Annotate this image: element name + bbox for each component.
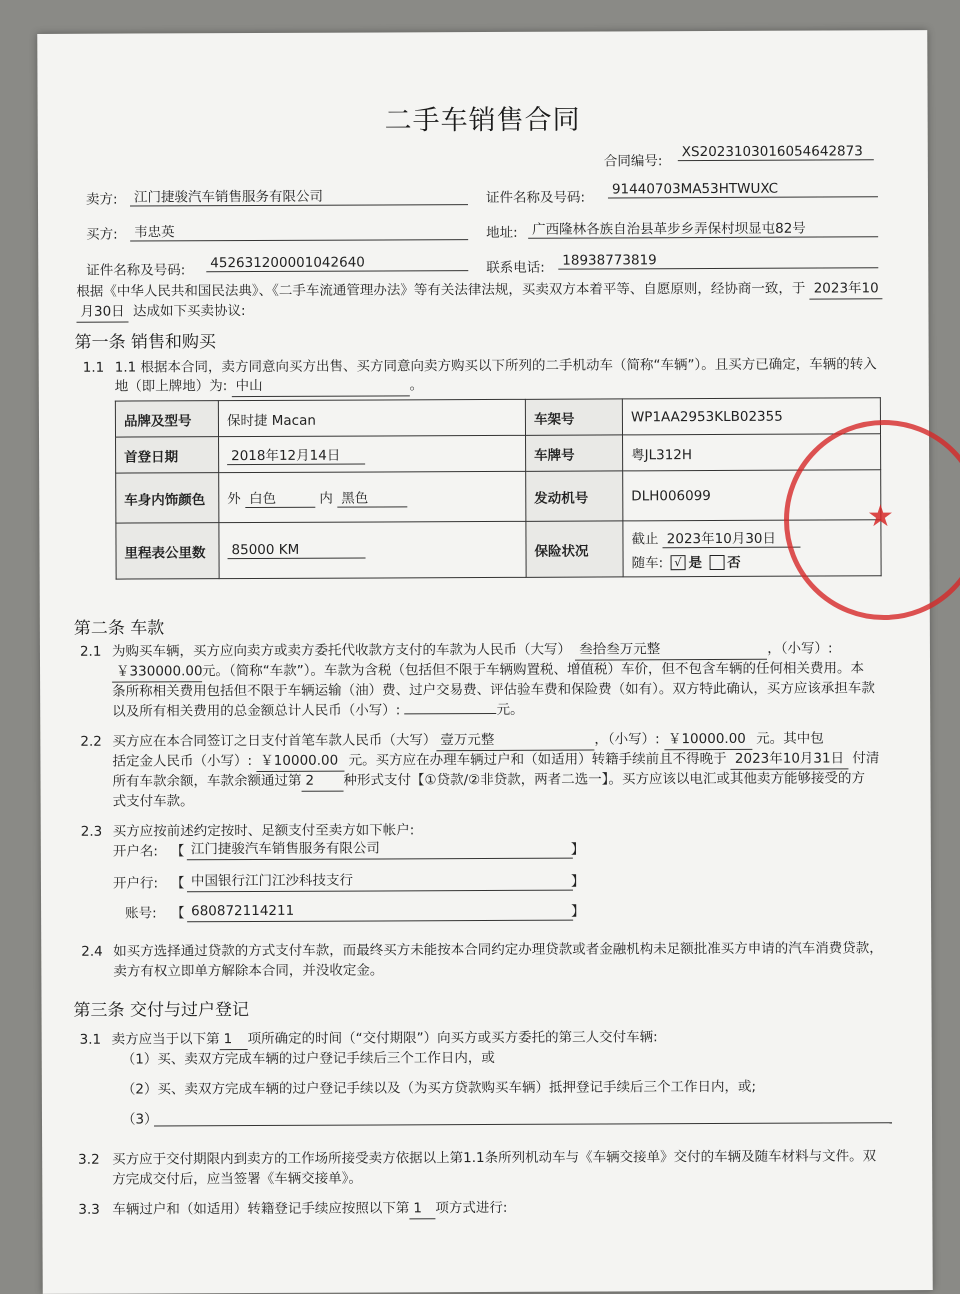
payment-option: 2 bbox=[301, 771, 343, 792]
clause-2-1-text-c: 元。（简称“车款”）。车款为含税（包括但不限于车辆购置税、增值税）车价，但不包含车辆的任何相关费用。本 bbox=[202, 660, 865, 680]
reg-date-value: 2018年12月14日 bbox=[227, 444, 365, 466]
section-1-title: 第一条 销售和购买 bbox=[74, 332, 217, 353]
account-name-close: 】 bbox=[570, 841, 585, 858]
engine-label: 发动机号 bbox=[526, 471, 623, 521]
clause-2-1-line-3: 条所称相关费用包括但不限于车辆运输（油）费、过户交易费、评估验车费和保险费（如有）。双方特此确认，买方应该承担车款 bbox=[112, 680, 875, 700]
vin-label: 车架号 bbox=[525, 399, 622, 435]
plate-label: 车牌号 bbox=[526, 435, 623, 471]
brand-label: 品牌及型号 bbox=[115, 401, 218, 437]
contract-page bbox=[37, 30, 932, 1294]
clause-2-2-text-d: 括定金人民币（小写）: bbox=[112, 753, 253, 770]
insurance-until-label: 截止 bbox=[631, 530, 659, 547]
contract-no-label: 合同编号: bbox=[603, 153, 663, 170]
clause-1-1-end: 。 bbox=[409, 377, 424, 394]
clause-3-2-line-1: 买方应于交付期限内到卖方的工作场所接受卖方依据以上第1.1条所列机动车与《车辆交接单》交付的车辆及随车材料与文件。双 bbox=[112, 1148, 877, 1168]
account-no-open: 【 bbox=[171, 905, 185, 922]
exterior-label: 外 bbox=[227, 491, 241, 508]
clause-2-2-text-c: 元。其中包 bbox=[756, 730, 824, 747]
first-payment-in-words: 壹万元整 bbox=[436, 730, 594, 752]
clause-2-1-text-a: 为购买车辆，买方应向卖方或卖方委托代收款方支付的车款为人民币（大写） bbox=[111, 641, 571, 660]
interior-label: 内 bbox=[319, 490, 333, 507]
clause-3-1-text-a: 卖方应当于以下第 bbox=[111, 1031, 220, 1048]
mileage-value: 85000 KM bbox=[227, 542, 365, 560]
reg-date-cell bbox=[219, 435, 526, 472]
clause-2-1-text-b: ，（小写）: bbox=[767, 640, 833, 657]
clause-2-3-line-1: 买方应按前述约定按时、足额支付至卖方如下帐户: bbox=[112, 822, 415, 840]
intro-date-part-b: 月30日 bbox=[76, 302, 128, 323]
clause-3-1-number: 3.1 bbox=[79, 1031, 102, 1048]
buyer-label: 买方: bbox=[86, 226, 118, 243]
clause-2-2-line-4: 式支付车款。 bbox=[112, 793, 194, 810]
engine-value: DLH006099 bbox=[623, 470, 881, 521]
intro-text-2: 达成如下买卖协议: bbox=[132, 303, 246, 320]
price-in-figures: ￥330000.00 bbox=[112, 661, 202, 682]
clause-3-1-text-b: 项所确定的时间（“交付期限”）向买方或买方委托的第三人交付车辆: bbox=[247, 1029, 658, 1048]
intro-date-part-a: 2023年10 bbox=[810, 278, 883, 299]
insurance-until-value: 2023年10月30日 bbox=[663, 526, 801, 548]
vin-value: WP1AA2953KLB02355 bbox=[622, 398, 880, 435]
clause-2-3-number: 2.3 bbox=[80, 823, 103, 840]
no-checkbox[interactable] bbox=[709, 555, 724, 570]
clause-2-4-line-2: 卖方有权立即单方解除本合同，并没收定金。 bbox=[113, 962, 384, 980]
color-cell bbox=[219, 471, 526, 522]
clause-3-3-number: 3.3 bbox=[78, 1201, 100, 1218]
account-bank-open: 【 bbox=[170, 875, 185, 892]
delivery-item-3: （3） bbox=[121, 1111, 158, 1128]
registration-city: 中山 bbox=[232, 375, 410, 397]
plate-value: 粤JL312H bbox=[623, 434, 881, 471]
clause-3-3-line-1 bbox=[112, 1198, 507, 1221]
buyer-id-value: 452631200001042640 bbox=[206, 254, 468, 272]
yes-checkbox[interactable]: √ bbox=[670, 555, 685, 570]
section-3-title: 第三条 交付与过户登记 bbox=[73, 1000, 249, 1021]
clause-2-1-end: 元。 bbox=[496, 701, 524, 718]
clause-2-2-text-e: 元。买方应在办理车辆过户和（如适用）转籍手续前且不得晚于 bbox=[348, 750, 727, 769]
phone-value: 18938773819 bbox=[558, 251, 878, 269]
section-2-title: 第二条 车款 bbox=[73, 618, 165, 639]
delivery-item-2: （2）买、卖双方完成车辆的过户登记手续以及（为买方贷款购买车辆）抵押登记手续后三个工作日内，或; bbox=[121, 1078, 757, 1098]
seller-label: 卖方: bbox=[85, 191, 118, 208]
mileage-cell bbox=[219, 521, 526, 578]
clause-1-1-text: 地（即上牌地）为: bbox=[114, 378, 228, 395]
transfer-option: 1 bbox=[409, 1198, 435, 1219]
balance-due-date: 2023年10月31日 bbox=[731, 748, 848, 770]
clause-2-2-number: 2.2 bbox=[80, 733, 102, 750]
document-title: 二手车销售合同 bbox=[384, 104, 581, 137]
clause-2-2-text-h: 种形式支付【①贷款/②非贷款，两者二选一】。买方应该以电汇或其他卖方能够接受的方 bbox=[343, 770, 866, 789]
intro-text-1: 根据《中华人民共和国民法典》、《二手车流通管理办法》等有关法律法规，买卖双方本着平等、自愿原则，经协商一致，于 bbox=[76, 280, 806, 300]
clause-2-2-text-b: ，（小写）: bbox=[594, 731, 660, 748]
clause-1-1-line-2 bbox=[115, 375, 423, 397]
clause-1-1-line-1: 1.1 根据本合同，卖方同意向买方出售、买方同意向卖方购买以下所列的二手机动车（简称“车辆”）。且买方已确定，车辆的转入 bbox=[114, 356, 877, 376]
contract-no-value: XS2023103016054642873 bbox=[678, 143, 874, 161]
first-payment-in-figures: ￥10000.00 bbox=[664, 729, 752, 750]
company-seal: ★ bbox=[784, 420, 960, 620]
exterior-color: 白色 bbox=[245, 487, 315, 508]
clause-2-4-number: 2.4 bbox=[81, 943, 103, 960]
mileage-label: 里程表公里数 bbox=[116, 523, 219, 579]
account-bank-close: 】 bbox=[570, 873, 585, 890]
clause-2-2-text-f: 付清 bbox=[852, 750, 880, 767]
insurance-label: 保险状况 bbox=[526, 521, 623, 577]
intro-line-1 bbox=[76, 278, 882, 303]
delivery-item-1: （1）买、卖双方完成车辆的过户登记手续后三个工作日内，或 bbox=[121, 1049, 495, 1068]
account-no-close: 】 bbox=[571, 903, 585, 920]
account-name-value: 江门捷骏汽车销售服务有限公司 bbox=[187, 838, 573, 861]
address-label: 地址: bbox=[486, 224, 518, 241]
clause-2-2-text-a: 买方应在本合同签订之日支付首笔车款人民币（大写） bbox=[112, 732, 437, 750]
clause-2-1-number: 2.1 bbox=[79, 643, 102, 660]
clause-2-2-text-g: 所有车款余额，车款余额通过第 bbox=[112, 772, 302, 790]
clause-2-1-line-4 bbox=[112, 700, 523, 722]
seller-id-label: 证件名称及号码: bbox=[485, 189, 586, 206]
deposit-amount: ￥10000.00 bbox=[256, 751, 344, 772]
seller-id-value: 91440703MA53HTWUXC bbox=[608, 180, 878, 198]
no-label: 否 bbox=[727, 554, 741, 571]
delivery-option: 1 bbox=[220, 1029, 248, 1050]
clause-2-1-text-d: 以及所有相关费用的总金额总计人民币（小写）: bbox=[112, 702, 401, 720]
account-bank-value: 中国银行江门江沙科技支行 bbox=[187, 870, 573, 893]
delivery-item-3-line bbox=[154, 1122, 892, 1126]
reg-date-label: 首登日期 bbox=[116, 437, 219, 473]
buyer-id-label: 证件名称及号码: bbox=[86, 262, 186, 279]
clause-3-3-text-b: 项方式进行: bbox=[435, 1199, 508, 1217]
clause-2-4-line-1: 如买方选择通过贷款的方式支付车款，而最终买方未能按本合同约定办理贷款或者金融机构未足额批准买方申请的汽车消费贷款， bbox=[113, 940, 883, 960]
clause-3-2-number: 3.2 bbox=[78, 1151, 100, 1168]
clause-2-2-line-3 bbox=[112, 768, 865, 792]
insurance-with-label: 随车: bbox=[631, 554, 664, 571]
buyer-value: 韦忠英 bbox=[130, 219, 468, 241]
price-in-words: 叁拾叁万元整 bbox=[575, 639, 767, 661]
clause-1-1-number: 1.1 bbox=[82, 359, 105, 376]
account-no-label: 账号: bbox=[125, 905, 157, 922]
interior-color: 黑色 bbox=[337, 486, 407, 507]
phone-label: 联系电话: bbox=[486, 259, 545, 276]
account-no-value: 680872114211 bbox=[187, 900, 573, 923]
address-value: 广西隆林各族自治县革步乡弄保村坝显屯82号 bbox=[528, 216, 878, 239]
yes-label: 是 bbox=[688, 554, 702, 571]
account-name-label: 开户名: bbox=[112, 843, 158, 860]
color-label: 车身内饰颜色 bbox=[116, 473, 219, 523]
account-name-open: 【 bbox=[170, 843, 185, 860]
intro-line-2 bbox=[76, 301, 245, 323]
vehicle-info-table bbox=[115, 397, 882, 579]
clause-3-2-line-2: 方完成交付后，应当签署《车辆交接单》。 bbox=[112, 1170, 363, 1188]
account-bank-label: 开户行: bbox=[112, 875, 159, 892]
brand-value: 保时捷 Macan bbox=[218, 399, 525, 436]
clause-3-1-line-1 bbox=[112, 1027, 658, 1050]
seller-value: 江门捷骏汽车销售服务有限公司 bbox=[130, 184, 468, 206]
clause-3-3-text-a: 车辆过户和（如适用）转籍登记手续应按照以下第 bbox=[112, 1200, 410, 1218]
